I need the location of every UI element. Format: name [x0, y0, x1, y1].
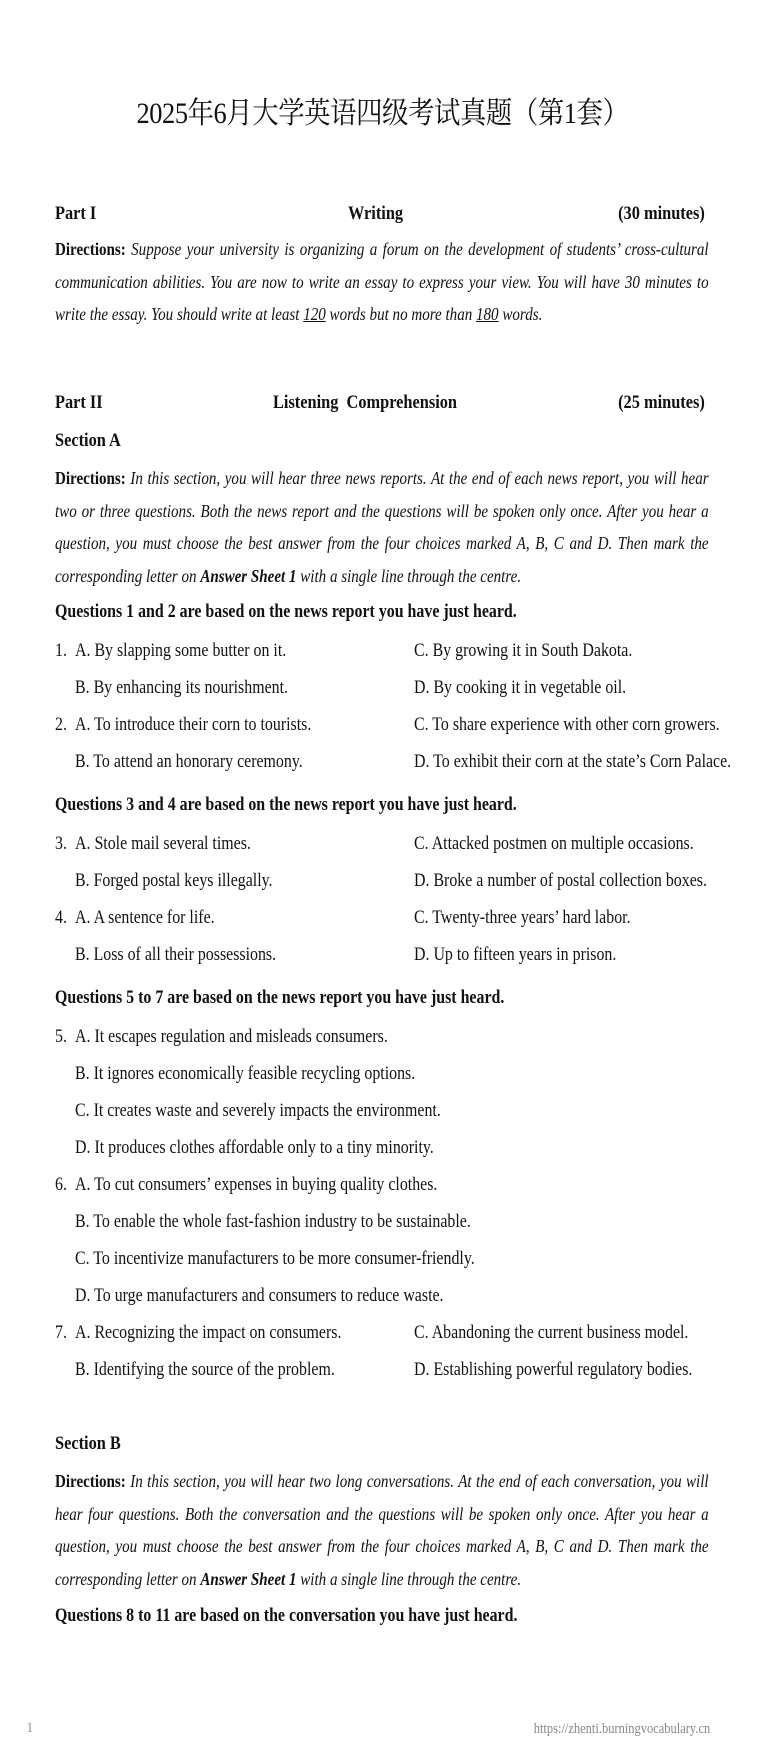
page-title: 2025年6月大学英语四级考试真题（第1套）: [136, 97, 629, 130]
option-c: C. Attacked postmen on multiple occasions.: [414, 834, 694, 854]
option-d: D. To urge manufacturers and consumers to reduce waste.: [75, 1286, 444, 1306]
option-a: A. Recognizing the impact on consumers.: [75, 1323, 342, 1343]
directions-label: Directions:: [55, 468, 126, 488]
option-b: B. Identifying the source of the problem.: [75, 1360, 335, 1380]
questions-3-4-heading: Questions 3 and 4 are based on the news report you have just heard.: [55, 795, 517, 815]
option-b: B. It ignores economically feasible recycling options.: [75, 1064, 416, 1084]
option-c: C. Twenty-three years’ hard labor.: [414, 908, 631, 928]
option-b: B. To attend an honorary ceremony.: [75, 752, 303, 772]
option-c: C. Abandoning the current business model.: [414, 1323, 689, 1343]
page-number: 1: [26, 1720, 34, 1736]
option-d: D. Broke a number of postal collection boxes.: [414, 871, 707, 891]
questions-5-7-heading: Questions 5 to 7 are based on the news report you have just heard.: [55, 988, 505, 1008]
source-url[interactable]: https://zhenti.burningvocabulary.cn: [533, 1721, 710, 1737]
question-number: 2.: [55, 715, 67, 735]
option-b: B. Forged postal keys illegally.: [75, 871, 273, 891]
option-b: B. Loss of all their possessions.: [75, 945, 277, 965]
part-2-header: [55, 392, 705, 418]
question-1-row-2: [55, 678, 710, 708]
part-1-header: [55, 203, 705, 229]
min-words: 120: [303, 304, 326, 324]
question-number: 3.: [55, 834, 67, 854]
part-1-directions: [55, 233, 709, 331]
question-7-row-2: [55, 1360, 710, 1390]
question-5-option-d: [55, 1138, 710, 1168]
part-2-label: Part II: [55, 392, 103, 413]
option-b: B. By enhancing its nourishment.: [75, 678, 289, 698]
question-6-option-a: [55, 1175, 710, 1205]
question-4-row-1: [55, 908, 710, 938]
option-c: C. To share experience with other corn growers.: [414, 715, 720, 735]
section-b-directions: [55, 1465, 709, 1595]
directions-label: Directions:: [55, 1471, 126, 1491]
option-b: B. To enable the whole fast-fashion industry to be sustainable.: [75, 1212, 471, 1232]
part-2-time: (25 minutes): [618, 392, 705, 413]
question-number: 1.: [55, 641, 67, 661]
answer-sheet-label: Answer Sheet 1: [200, 1568, 297, 1589]
option-d: D. It produces clothes affordable only to a tiny minority.: [75, 1138, 434, 1158]
question-1-row-1: [55, 641, 710, 671]
part-1-label: Part I: [55, 203, 97, 224]
option-d: D. By cooking it in vegetable oil.: [414, 678, 627, 698]
question-4-row-2: [55, 945, 710, 975]
section-b-label: Section B: [55, 1433, 121, 1454]
option-c: C. To incentivize manufacturers to be more consumer-friendly.: [75, 1249, 475, 1269]
part-1-name: Writing: [347, 203, 404, 224]
option-a: A. Stole mail several times.: [75, 834, 251, 854]
option-c: C. It creates waste and severely impacts the environment.: [75, 1101, 441, 1121]
question-6-option-b: [55, 1212, 710, 1242]
directions-text: Suppose your university is organizing a forum on the development of students’ cross-cultural communication abilities. You are now to write an essay to express your view. You will have 30 minutes to write the essay. You should write at least 120 words but no more than 180 words.: [55, 239, 709, 324]
part-1-time: (30 minutes): [618, 203, 705, 224]
part-2-name: Listening Comprehension: [273, 392, 458, 413]
question-6-option-c: [55, 1249, 710, 1279]
max-words: 180: [476, 304, 499, 324]
option-a: A. It escapes regulation and misleads consumers.: [75, 1027, 388, 1047]
question-3-row-2: [55, 871, 710, 901]
option-d: D. To exhibit their corn at the state’s Corn Palace.: [414, 752, 732, 772]
question-number: 6.: [55, 1175, 67, 1195]
option-d: D. Up to fifteen years in prison.: [414, 945, 617, 965]
directions-text: In this section, you will hear three news reports. At the end of each news report, you will hear two or three questions. Both the news report and the questions will be spoken only once. After you hear a question, you must choose the best answer from the four choices marked A, B, C and D. Then mark the corresponding letter on Answer Sheet 1 with a single line through the centre.: [55, 468, 709, 586]
section-a-label: Section A: [55, 430, 121, 451]
question-5-option-a: [55, 1027, 710, 1057]
answer-sheet-label: Answer Sheet 1: [200, 565, 297, 586]
question-3-row-1: [55, 834, 710, 864]
question-number: 4.: [55, 908, 67, 928]
option-a: A. To cut consumers’ expenses in buying quality clothes.: [75, 1175, 438, 1195]
question-5-option-b: [55, 1064, 710, 1094]
questions-8-11-heading: Questions 8 to 11 are based on the conversation you have just heard.: [55, 1606, 518, 1626]
question-2-row-2: [55, 752, 732, 782]
directions-label: Directions:: [55, 239, 126, 259]
option-c: C. By growing it in South Dakota.: [414, 641, 633, 661]
question-number: 5.: [55, 1027, 67, 1047]
section-a-directions: [55, 462, 709, 592]
question-number: 7.: [55, 1323, 67, 1343]
question-2-row-1: [55, 715, 720, 745]
option-d: D. Establishing powerful regulatory bodies.: [414, 1360, 693, 1380]
question-6-option-d: [55, 1286, 710, 1316]
option-a: A. By slapping some butter on it.: [75, 641, 287, 661]
question-7-row-1: [55, 1323, 710, 1353]
directions-text: In this section, you will hear two long conversations. At the end of each conversation, you will hear four questions. Both the conversation and the questions will be spoken only once. After you hear a question, you must choose the best answer from the four choices marked A, B, C and D. Then mark the corresponding letter on Answer Sheet 1 with a single line through the centre.: [55, 1471, 709, 1589]
question-5-option-c: [55, 1101, 710, 1131]
option-a: A. A sentence for life.: [75, 908, 215, 928]
questions-1-2-heading: Questions 1 and 2 are based on the news report you have just heard.: [55, 602, 517, 622]
option-a: A. To introduce their corn to tourists.: [75, 715, 312, 735]
